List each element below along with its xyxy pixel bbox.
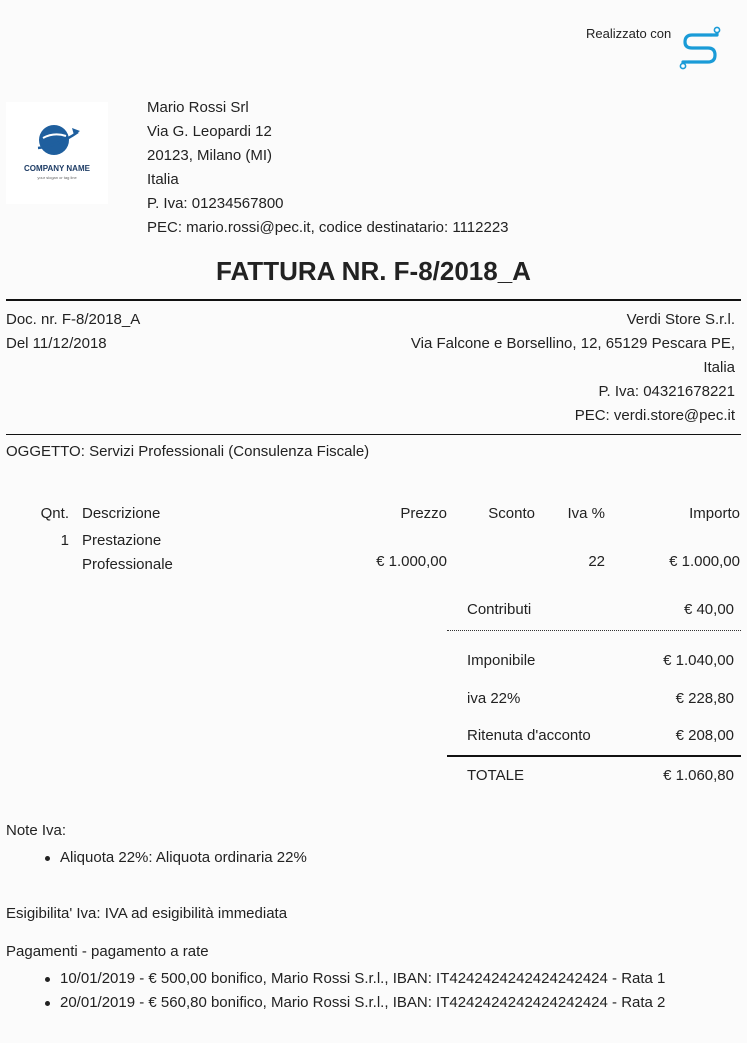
col-header-desc: Descrizione — [82, 505, 161, 522]
payments-title: Pagamenti - pagamento a rate — [6, 943, 209, 960]
row-desc-line1: Prestazione — [82, 532, 162, 549]
made-with-label: Realizzato con — [586, 26, 672, 41]
seller-vat: P. Iva: 01234567800 — [147, 195, 284, 212]
ritenuta-label: Ritenuta d'acconto — [467, 727, 591, 744]
col-header-amount: Importo — [689, 505, 740, 522]
company-logo-tagline: your slogan or tag line — [37, 175, 77, 180]
payments-list — [6, 967, 665, 1015]
buyer-name: Verdi Store S.r.l. — [626, 311, 735, 328]
totals-contributi — [447, 598, 741, 622]
notes-title: Note Iva: — [6, 822, 67, 839]
seller-name: Mario Rossi Srl — [147, 99, 249, 116]
imponibile-value: € 1.040,00 — [663, 652, 734, 669]
buyer-pec: PEC: verdi.store@pec.it — [574, 407, 735, 424]
totale-label: TOTALE — [467, 767, 524, 784]
totals-totale — [447, 764, 741, 788]
contributi-label: Contributi — [467, 601, 532, 618]
list-item: 20/01/2019 - € 560,80 bonifico, Mario Rossi S.r.l., IBAN: IT4242424242424242424 - Rata 2 — [6, 991, 665, 1015]
contributi-divider — [447, 630, 741, 631]
company-logo — [6, 102, 108, 204]
col-header-discount: Sconto — [488, 505, 535, 522]
invoice-subject: OGGETTO: Servizi Professionali (Consulenza Fiscale) — [6, 443, 370, 460]
doc-info — [6, 308, 140, 356]
seller-address: Via G. Leopardi 12 — [147, 123, 272, 140]
company-logo-name: COMPANY NAME — [24, 164, 90, 173]
seller-city: 20123, Milano (MI) — [147, 147, 273, 164]
ritenuta-value: € 208,00 — [675, 727, 734, 744]
totals-ritenuta — [447, 724, 741, 748]
title-divider — [6, 299, 741, 301]
row-price: € 1.000,00 — [376, 553, 447, 570]
buyer-country: Italia — [703, 359, 735, 376]
totals-imponibile — [447, 649, 741, 673]
list-item: 10/01/2019 - € 500,00 bonifico, Mario Rossi S.r.l., IBAN: IT4242424242424242424 - Rata 1 — [6, 967, 665, 991]
row-amount: € 1.000,00 — [669, 553, 740, 570]
doc-date: Del 11/12/2018 — [6, 335, 107, 352]
buyer-block — [375, 308, 735, 428]
notes-list — [6, 846, 307, 870]
doc-number: Doc. nr. F-8/2018_A — [6, 311, 141, 328]
row-desc-line2: Professionale — [82, 556, 173, 573]
seller-pec: PEC: mario.rossi@pec.it, codice destinatario: 1112223 — [147, 219, 509, 236]
invoice-title: FATTURA NR. F-8/2018_A — [216, 256, 531, 286]
globe-plane-icon — [6, 102, 108, 204]
seller-block — [147, 96, 509, 240]
row-vat: 22 — [588, 553, 605, 570]
row-desc — [82, 529, 212, 577]
col-header-qty: Qnt. — [40, 505, 69, 522]
iva-value: € 228,80 — [675, 690, 734, 707]
contributi-value: € 40,00 — [683, 601, 734, 618]
seller-country: Italia — [147, 171, 179, 188]
col-header-price: Prezzo — [400, 505, 447, 522]
header-divider — [6, 434, 741, 435]
col-header-vat: Iva % — [567, 505, 605, 522]
vat-chargeability: Esigibilita' Iva: IVA ad esigibilità immediata — [6, 905, 288, 922]
s-circuit-logo-icon[interactable] — [677, 26, 723, 70]
iva-label: iva 22% — [467, 690, 521, 707]
buyer-vat: P. Iva: 04321678221 — [598, 383, 735, 400]
list-item: Aliquota 22%: Aliquota ordinaria 22% — [6, 846, 307, 870]
buyer-address: Via Falcone e Borsellino, 12, 65129 Pescara PE, — [410, 335, 735, 352]
totale-divider — [447, 755, 741, 757]
totale-value: € 1.060,80 — [663, 767, 734, 784]
row-qty: 1 — [60, 532, 69, 549]
imponibile-label: Imponibile — [467, 652, 536, 669]
totals-iva — [447, 687, 741, 711]
